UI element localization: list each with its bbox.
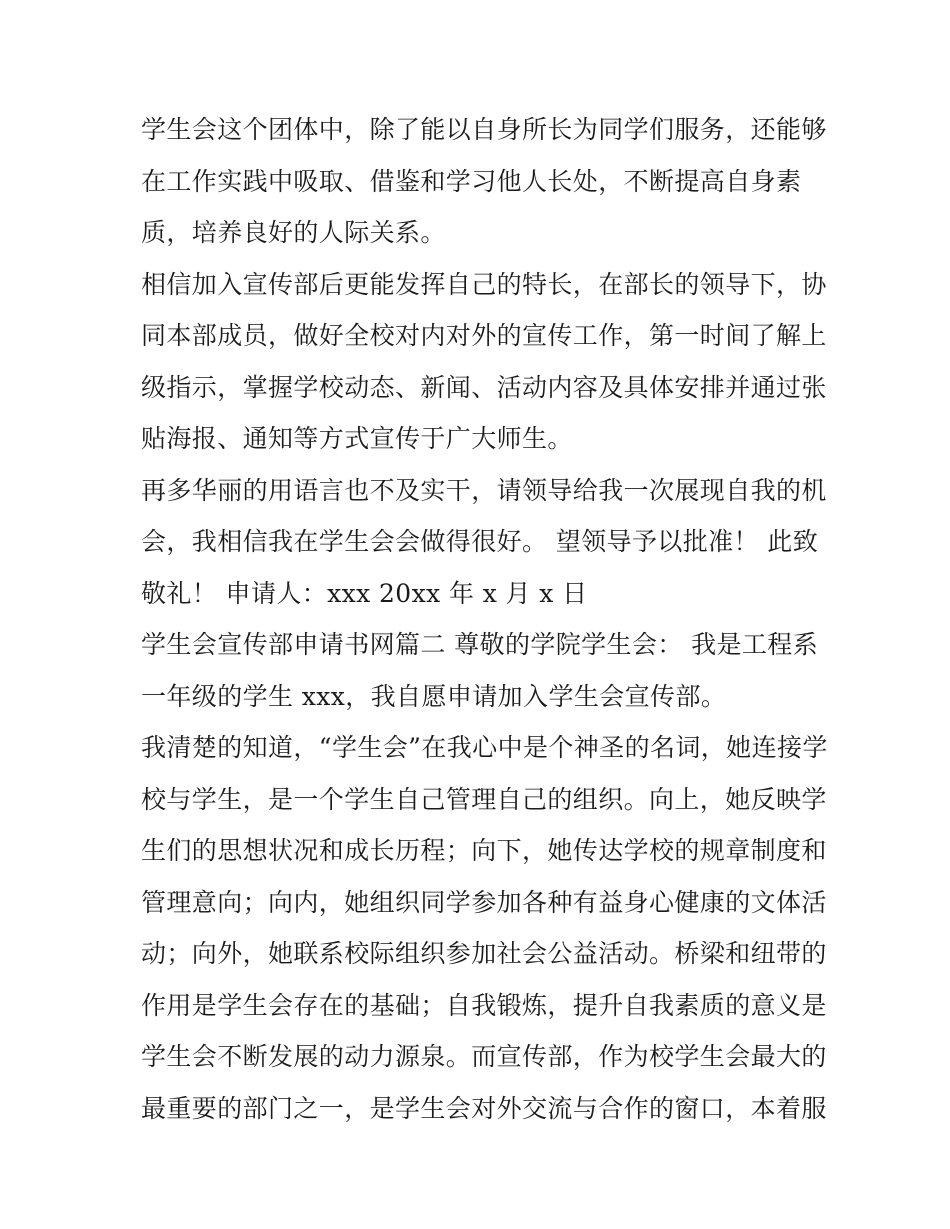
text-line: 学生会不断发展的动力源泉。而宣传部，作为校学生会最大的 [141,1042,827,1071]
text-line: 贴海报、通知等方式宣传于广大师生。 [141,424,573,453]
text-line: 作用是学生会存在的基础；自我锻炼，提升自我素质的意义是 [141,990,827,1020]
text-line: 质，培养良好的人际关系。 [141,218,446,247]
text-line: 级指示，掌握学校动态、新闻、活动内容及具体安排并通过张 [141,372,827,402]
text-line: 同本部成员，做好全校对内对外的宣传工作，第一时间了解上 [141,321,827,350]
document-body [141,104,828,1134]
text-line: 学生会宣传部申请书网篇二 尊敬的学院学生会： 我是工程系 [141,630,819,659]
text-line: 敬礼！ 申请人：xxx 20xx 年 x 月 x 日 [141,578,588,608]
text-line: 再多华丽的用语言也不及实干，请领导给我一次展现自我的机 [141,475,827,505]
text-line: 会，我相信我在学生会会做得很好。 望领导予以批准！ 此致 [141,527,819,556]
text-line: 校与学生，是一个学生自己管理自己的组织。向上，她反映学 [141,784,827,814]
text-line: 在工作实践中吸取、借鉴和学习他人长处，不断提高自身素 [141,166,802,196]
text-line: 相信加入宣传部后更能发挥自己的特长，在部长的领导下，协 [141,269,827,299]
text-line: 最重要的部门之一，是学生会对外交流与合作的窗口，本着服 [141,1093,827,1123]
text-line: 动；向外，她联系校际组织参加社会公益活动。桥梁和纽带的 [141,939,827,968]
text-line: 我清楚的知道，“学生会”在我心中是个神圣的名词，她连接学 [141,733,828,762]
text-line: 管理意向；向内，她组织同学参加各种有益身心健康的文体活 [141,887,827,917]
text-line: 生们的思想状况和成长历程；向下，她传达学校的规章制度和 [141,836,827,865]
text-line: 一年级的学生 xxx，我自愿申请加入学生会宣传部。 [141,681,727,711]
text-line: 学生会这个团体中，除了能以自身所长为同学们服务，还能够 [141,115,827,144]
